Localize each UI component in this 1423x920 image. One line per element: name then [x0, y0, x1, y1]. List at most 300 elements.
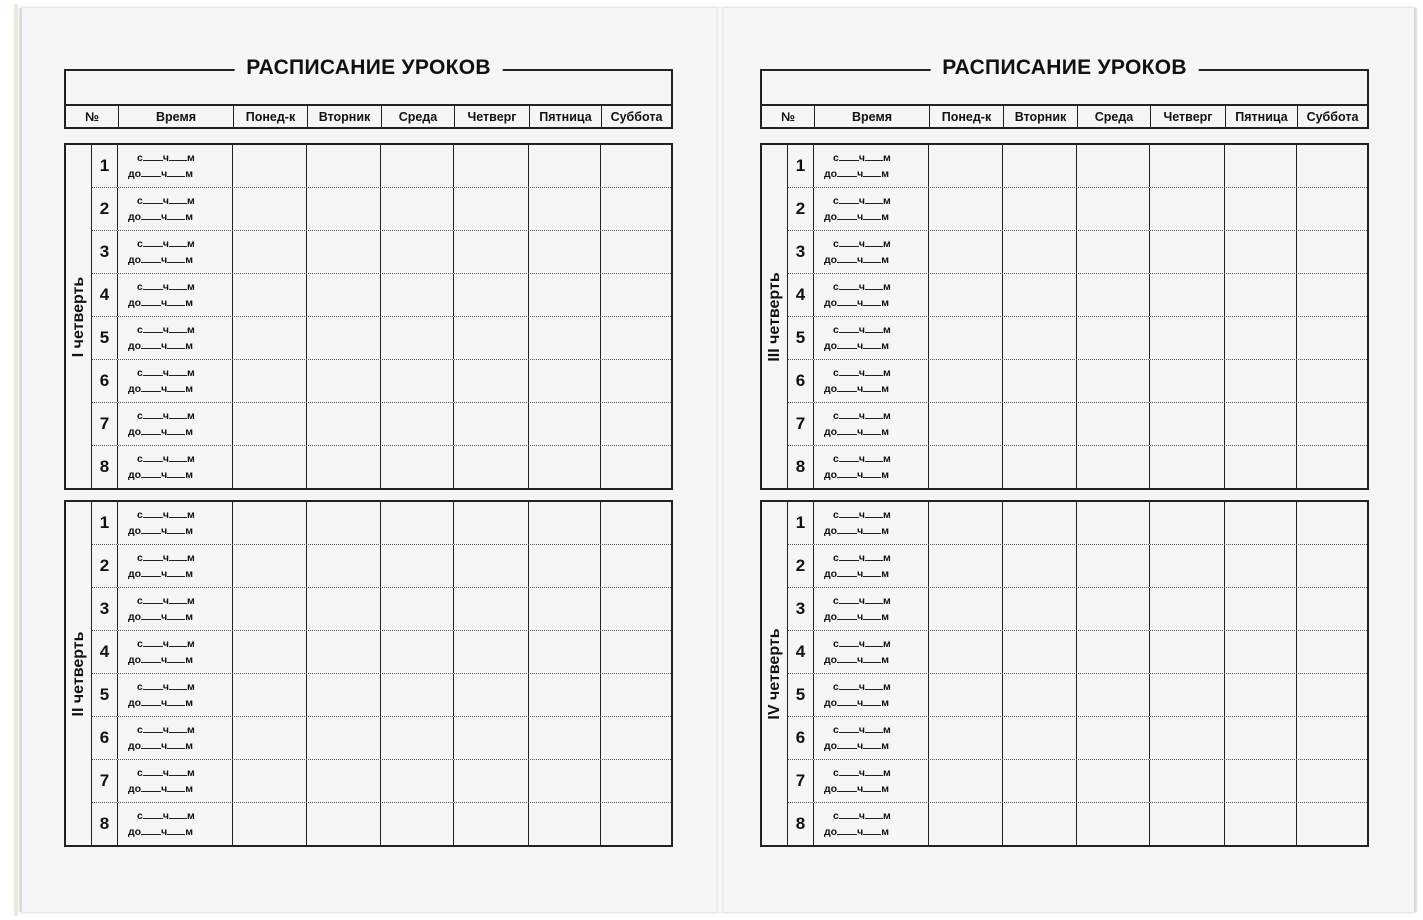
lesson-cell[interactable] [1077, 502, 1150, 544]
hours-blank[interactable] [839, 409, 859, 419]
hours-blank[interactable] [141, 825, 161, 835]
hours-blank[interactable] [839, 151, 859, 161]
lesson-cell[interactable] [381, 760, 454, 802]
minutes-blank[interactable] [167, 382, 185, 392]
hours-blank[interactable] [141, 696, 161, 706]
lesson-cell[interactable] [529, 188, 601, 230]
lesson-cell[interactable] [929, 803, 1003, 845]
hours-blank[interactable] [141, 739, 161, 749]
hours-blank[interactable] [143, 766, 163, 776]
minutes-blank[interactable] [865, 409, 883, 419]
lesson-cell[interactable] [1225, 717, 1297, 759]
hours-blank[interactable] [143, 366, 163, 376]
lesson-cell[interactable] [1150, 360, 1225, 402]
minutes-blank[interactable] [169, 237, 187, 247]
lesson-cell[interactable] [601, 502, 671, 544]
lesson-cell[interactable] [1003, 717, 1077, 759]
lesson-cell[interactable] [1225, 231, 1297, 273]
lesson-time[interactable] [814, 403, 929, 445]
hours-blank[interactable] [837, 739, 857, 749]
minutes-blank[interactable] [863, 610, 881, 620]
hours-blank[interactable] [143, 723, 163, 733]
lesson-cell[interactable] [1003, 274, 1077, 316]
hours-blank[interactable] [837, 253, 857, 263]
hours-blank[interactable] [839, 508, 859, 518]
hours-blank[interactable] [143, 551, 163, 561]
lesson-cell[interactable] [529, 631, 601, 673]
hours-blank[interactable] [837, 825, 857, 835]
hours-blank[interactable] [141, 468, 161, 478]
lesson-time[interactable] [814, 188, 929, 230]
hours-blank[interactable] [141, 382, 161, 392]
minutes-blank[interactable] [863, 825, 881, 835]
lesson-cell[interactable] [233, 760, 307, 802]
lesson-time[interactable] [118, 674, 233, 716]
lesson-cell[interactable] [307, 631, 381, 673]
lesson-cell[interactable] [929, 502, 1003, 544]
lesson-cell[interactable] [529, 231, 601, 273]
lesson-time[interactable] [118, 231, 233, 273]
lesson-cell[interactable] [233, 274, 307, 316]
lesson-cell[interactable] [1077, 803, 1150, 845]
lesson-cell[interactable] [1077, 446, 1150, 488]
lesson-cell[interactable] [233, 674, 307, 716]
lesson-cell[interactable] [1225, 588, 1297, 630]
lesson-cell[interactable] [601, 188, 671, 230]
lesson-time[interactable] [814, 145, 929, 187]
lesson-cell[interactable] [1003, 145, 1077, 187]
lesson-cell[interactable] [307, 717, 381, 759]
lesson-cell[interactable] [454, 360, 529, 402]
minutes-blank[interactable] [865, 809, 883, 819]
lesson-cell[interactable] [454, 403, 529, 445]
lesson-cell[interactable] [381, 545, 454, 587]
lesson-cell[interactable] [929, 317, 1003, 359]
hours-blank[interactable] [141, 253, 161, 263]
minutes-blank[interactable] [169, 194, 187, 204]
lesson-cell[interactable] [1297, 588, 1367, 630]
minutes-blank[interactable] [167, 296, 185, 306]
hours-blank[interactable] [839, 280, 859, 290]
minutes-blank[interactable] [863, 253, 881, 263]
hours-blank[interactable] [141, 567, 161, 577]
lesson-cell[interactable] [529, 403, 601, 445]
lesson-cell[interactable] [929, 588, 1003, 630]
lesson-cell[interactable] [529, 317, 601, 359]
lesson-time[interactable] [814, 674, 929, 716]
hours-blank[interactable] [141, 210, 161, 220]
minutes-blank[interactable] [167, 425, 185, 435]
hours-blank[interactable] [837, 696, 857, 706]
lesson-cell[interactable] [454, 274, 529, 316]
lesson-cell[interactable] [1077, 145, 1150, 187]
hours-blank[interactable] [143, 323, 163, 333]
lesson-cell[interactable] [454, 760, 529, 802]
lesson-cell[interactable] [929, 545, 1003, 587]
lesson-time[interactable] [814, 717, 929, 759]
lesson-cell[interactable] [1150, 145, 1225, 187]
lesson-cell[interactable] [929, 403, 1003, 445]
lesson-cell[interactable] [233, 231, 307, 273]
hours-blank[interactable] [141, 653, 161, 663]
lesson-cell[interactable] [529, 502, 601, 544]
lesson-time[interactable] [118, 588, 233, 630]
lesson-cell[interactable] [233, 188, 307, 230]
minutes-blank[interactable] [167, 782, 185, 792]
lesson-time[interactable] [118, 360, 233, 402]
hours-blank[interactable] [837, 167, 857, 177]
lesson-cell[interactable] [601, 446, 671, 488]
minutes-blank[interactable] [863, 382, 881, 392]
lesson-time[interactable] [118, 188, 233, 230]
hours-blank[interactable] [837, 524, 857, 534]
hours-blank[interactable] [837, 339, 857, 349]
hours-blank[interactable] [837, 425, 857, 435]
lesson-time[interactable] [814, 631, 929, 673]
lesson-cell[interactable] [1225, 760, 1297, 802]
lesson-cell[interactable] [1225, 803, 1297, 845]
lesson-time[interactable] [814, 360, 929, 402]
lesson-time[interactable] [118, 545, 233, 587]
hours-blank[interactable] [839, 366, 859, 376]
lesson-cell[interactable] [1003, 188, 1077, 230]
lesson-cell[interactable] [381, 403, 454, 445]
lesson-cell[interactable] [454, 803, 529, 845]
lesson-cell[interactable] [1003, 760, 1077, 802]
minutes-blank[interactable] [863, 296, 881, 306]
lesson-time[interactable] [118, 274, 233, 316]
lesson-cell[interactable] [381, 803, 454, 845]
minutes-blank[interactable] [167, 567, 185, 577]
lesson-cell[interactable] [929, 674, 1003, 716]
lesson-cell[interactable] [601, 631, 671, 673]
lesson-cell[interactable] [233, 588, 307, 630]
minutes-blank[interactable] [863, 468, 881, 478]
hours-blank[interactable] [143, 637, 163, 647]
lesson-cell[interactable] [1077, 674, 1150, 716]
lesson-cell[interactable] [1003, 317, 1077, 359]
hours-blank[interactable] [143, 237, 163, 247]
lesson-time[interactable] [118, 502, 233, 544]
hours-blank[interactable] [839, 766, 859, 776]
lesson-time[interactable] [118, 145, 233, 187]
minutes-blank[interactable] [169, 508, 187, 518]
lesson-cell[interactable] [1297, 674, 1367, 716]
hours-blank[interactable] [141, 167, 161, 177]
lesson-cell[interactable] [929, 717, 1003, 759]
hours-blank[interactable] [837, 468, 857, 478]
lesson-cell[interactable] [307, 274, 381, 316]
lesson-cell[interactable] [307, 231, 381, 273]
lesson-cell[interactable] [1225, 446, 1297, 488]
minutes-blank[interactable] [865, 766, 883, 776]
lesson-cell[interactable] [929, 631, 1003, 673]
lesson-cell[interactable] [307, 760, 381, 802]
lesson-cell[interactable] [1297, 231, 1367, 273]
minutes-blank[interactable] [863, 782, 881, 792]
lesson-cell[interactable] [601, 803, 671, 845]
lesson-cell[interactable] [1150, 588, 1225, 630]
hours-blank[interactable] [839, 551, 859, 561]
lesson-cell[interactable] [381, 717, 454, 759]
lesson-time[interactable] [118, 317, 233, 359]
lesson-cell[interactable] [233, 502, 307, 544]
lesson-cell[interactable] [233, 360, 307, 402]
lesson-cell[interactable] [1077, 760, 1150, 802]
lesson-time[interactable] [118, 403, 233, 445]
lesson-cell[interactable] [454, 545, 529, 587]
lesson-cell[interactable] [454, 502, 529, 544]
minutes-blank[interactable] [167, 253, 185, 263]
lesson-cell[interactable] [1150, 803, 1225, 845]
lesson-cell[interactable] [529, 360, 601, 402]
lesson-cell[interactable] [929, 446, 1003, 488]
lesson-cell[interactable] [1077, 360, 1150, 402]
lesson-cell[interactable] [1150, 760, 1225, 802]
minutes-blank[interactable] [863, 696, 881, 706]
minutes-blank[interactable] [865, 508, 883, 518]
lesson-cell[interactable] [529, 760, 601, 802]
hours-blank[interactable] [143, 409, 163, 419]
minutes-blank[interactable] [865, 323, 883, 333]
hours-blank[interactable] [837, 782, 857, 792]
hours-blank[interactable] [141, 425, 161, 435]
hours-blank[interactable] [839, 594, 859, 604]
hours-blank[interactable] [839, 452, 859, 462]
lesson-cell[interactable] [1003, 674, 1077, 716]
hours-blank[interactable] [839, 323, 859, 333]
lesson-time[interactable] [814, 502, 929, 544]
lesson-cell[interactable] [454, 446, 529, 488]
lesson-cell[interactable] [1003, 446, 1077, 488]
lesson-cell[interactable] [307, 588, 381, 630]
minutes-blank[interactable] [865, 452, 883, 462]
hours-blank[interactable] [143, 151, 163, 161]
lesson-cell[interactable] [233, 317, 307, 359]
lesson-cell[interactable] [381, 588, 454, 630]
lesson-cell[interactable] [1297, 717, 1367, 759]
lesson-cell[interactable] [1297, 145, 1367, 187]
lesson-cell[interactable] [307, 803, 381, 845]
lesson-cell[interactable] [233, 545, 307, 587]
lesson-cell[interactable] [929, 274, 1003, 316]
lesson-cell[interactable] [601, 360, 671, 402]
lesson-cell[interactable] [1150, 231, 1225, 273]
minutes-blank[interactable] [169, 452, 187, 462]
lesson-cell[interactable] [529, 274, 601, 316]
hours-blank[interactable] [839, 680, 859, 690]
minutes-blank[interactable] [167, 524, 185, 534]
lesson-cell[interactable] [1150, 403, 1225, 445]
lesson-cell[interactable] [1077, 545, 1150, 587]
lesson-cell[interactable] [1077, 631, 1150, 673]
lesson-cell[interactable] [601, 545, 671, 587]
lesson-cell[interactable] [454, 145, 529, 187]
minutes-blank[interactable] [169, 551, 187, 561]
minutes-blank[interactable] [865, 151, 883, 161]
minutes-blank[interactable] [169, 723, 187, 733]
lesson-cell[interactable] [307, 360, 381, 402]
lesson-cell[interactable] [1225, 274, 1297, 316]
lesson-time[interactable] [118, 803, 233, 845]
lesson-cell[interactable] [1077, 317, 1150, 359]
minutes-blank[interactable] [865, 237, 883, 247]
lesson-cell[interactable] [1003, 588, 1077, 630]
lesson-cell[interactable] [381, 446, 454, 488]
minutes-blank[interactable] [865, 594, 883, 604]
lesson-cell[interactable] [454, 188, 529, 230]
lesson-time[interactable] [118, 446, 233, 488]
lesson-cell[interactable] [1225, 631, 1297, 673]
lesson-cell[interactable] [929, 188, 1003, 230]
lesson-cell[interactable] [1225, 674, 1297, 716]
lesson-cell[interactable] [929, 231, 1003, 273]
lesson-cell[interactable] [601, 231, 671, 273]
lesson-cell[interactable] [1003, 403, 1077, 445]
minutes-blank[interactable] [863, 210, 881, 220]
minutes-blank[interactable] [863, 167, 881, 177]
lesson-cell[interactable] [454, 674, 529, 716]
lesson-cell[interactable] [929, 360, 1003, 402]
hours-blank[interactable] [141, 782, 161, 792]
lesson-cell[interactable] [1077, 588, 1150, 630]
lesson-cell[interactable] [454, 717, 529, 759]
minutes-blank[interactable] [169, 366, 187, 376]
minutes-blank[interactable] [863, 567, 881, 577]
lesson-cell[interactable] [307, 674, 381, 716]
hours-blank[interactable] [839, 237, 859, 247]
hours-blank[interactable] [141, 339, 161, 349]
lesson-cell[interactable] [1225, 145, 1297, 187]
hours-blank[interactable] [143, 809, 163, 819]
lesson-cell[interactable] [233, 803, 307, 845]
lesson-cell[interactable] [1297, 803, 1367, 845]
minutes-blank[interactable] [863, 339, 881, 349]
lesson-cell[interactable] [1150, 545, 1225, 587]
lesson-time[interactable] [814, 317, 929, 359]
lesson-time[interactable] [814, 446, 929, 488]
minutes-blank[interactable] [865, 723, 883, 733]
lesson-cell[interactable] [601, 588, 671, 630]
lesson-cell[interactable] [929, 145, 1003, 187]
hours-blank[interactable] [837, 382, 857, 392]
lesson-cell[interactable] [1297, 545, 1367, 587]
lesson-cell[interactable] [601, 760, 671, 802]
lesson-cell[interactable] [233, 631, 307, 673]
lesson-cell[interactable] [1003, 502, 1077, 544]
lesson-cell[interactable] [1150, 317, 1225, 359]
lesson-cell[interactable] [233, 145, 307, 187]
lesson-cell[interactable] [1150, 188, 1225, 230]
lesson-cell[interactable] [307, 545, 381, 587]
lesson-cell[interactable] [1150, 446, 1225, 488]
lesson-time[interactable] [814, 760, 929, 802]
minutes-blank[interactable] [169, 637, 187, 647]
lesson-cell[interactable] [529, 446, 601, 488]
lesson-cell[interactable] [1225, 317, 1297, 359]
hours-blank[interactable] [141, 610, 161, 620]
lesson-cell[interactable] [1225, 403, 1297, 445]
lesson-cell[interactable] [529, 717, 601, 759]
lesson-time[interactable] [118, 717, 233, 759]
lesson-time[interactable] [814, 803, 929, 845]
minutes-blank[interactable] [167, 210, 185, 220]
lesson-cell[interactable] [1225, 188, 1297, 230]
lesson-cell[interactable] [1297, 403, 1367, 445]
minutes-blank[interactable] [169, 594, 187, 604]
lesson-cell[interactable] [601, 403, 671, 445]
lesson-cell[interactable] [233, 446, 307, 488]
minutes-blank[interactable] [169, 766, 187, 776]
minutes-blank[interactable] [167, 167, 185, 177]
lesson-cell[interactable] [1077, 403, 1150, 445]
lesson-cell[interactable] [601, 317, 671, 359]
lesson-cell[interactable] [307, 188, 381, 230]
minutes-blank[interactable] [863, 653, 881, 663]
lesson-cell[interactable] [529, 803, 601, 845]
lesson-cell[interactable] [1297, 502, 1367, 544]
minutes-blank[interactable] [863, 425, 881, 435]
lesson-cell[interactable] [1150, 631, 1225, 673]
hours-blank[interactable] [837, 296, 857, 306]
lesson-cell[interactable] [1150, 502, 1225, 544]
minutes-blank[interactable] [865, 366, 883, 376]
hours-blank[interactable] [839, 723, 859, 733]
lesson-time[interactable] [814, 588, 929, 630]
lesson-cell[interactable] [1297, 188, 1367, 230]
minutes-blank[interactable] [169, 280, 187, 290]
lesson-cell[interactable] [381, 674, 454, 716]
lesson-cell[interactable] [1003, 803, 1077, 845]
lesson-time[interactable] [118, 760, 233, 802]
lesson-cell[interactable] [307, 317, 381, 359]
minutes-blank[interactable] [865, 680, 883, 690]
minutes-blank[interactable] [863, 739, 881, 749]
lesson-cell[interactable] [1150, 274, 1225, 316]
minutes-blank[interactable] [167, 696, 185, 706]
minutes-blank[interactable] [863, 524, 881, 534]
lesson-cell[interactable] [381, 145, 454, 187]
lesson-cell[interactable] [1077, 274, 1150, 316]
lesson-cell[interactable] [1003, 231, 1077, 273]
lesson-cell[interactable] [601, 674, 671, 716]
lesson-cell[interactable] [454, 588, 529, 630]
hours-blank[interactable] [143, 280, 163, 290]
lesson-cell[interactable] [1297, 317, 1367, 359]
lesson-cell[interactable] [381, 502, 454, 544]
minutes-blank[interactable] [865, 637, 883, 647]
lesson-cell[interactable] [929, 760, 1003, 802]
minutes-blank[interactable] [167, 610, 185, 620]
lesson-cell[interactable] [1297, 274, 1367, 316]
hours-blank[interactable] [143, 194, 163, 204]
lesson-cell[interactable] [1297, 760, 1367, 802]
minutes-blank[interactable] [169, 409, 187, 419]
lesson-cell[interactable] [1003, 360, 1077, 402]
lesson-cell[interactable] [307, 446, 381, 488]
minutes-blank[interactable] [169, 151, 187, 161]
minutes-blank[interactable] [169, 809, 187, 819]
hours-blank[interactable] [839, 637, 859, 647]
lesson-cell[interactable] [307, 403, 381, 445]
hours-blank[interactable] [837, 653, 857, 663]
lesson-cell[interactable] [1225, 545, 1297, 587]
lesson-cell[interactable] [1297, 446, 1367, 488]
lesson-cell[interactable] [601, 145, 671, 187]
hours-blank[interactable] [143, 594, 163, 604]
lesson-cell[interactable] [381, 360, 454, 402]
minutes-blank[interactable] [167, 339, 185, 349]
